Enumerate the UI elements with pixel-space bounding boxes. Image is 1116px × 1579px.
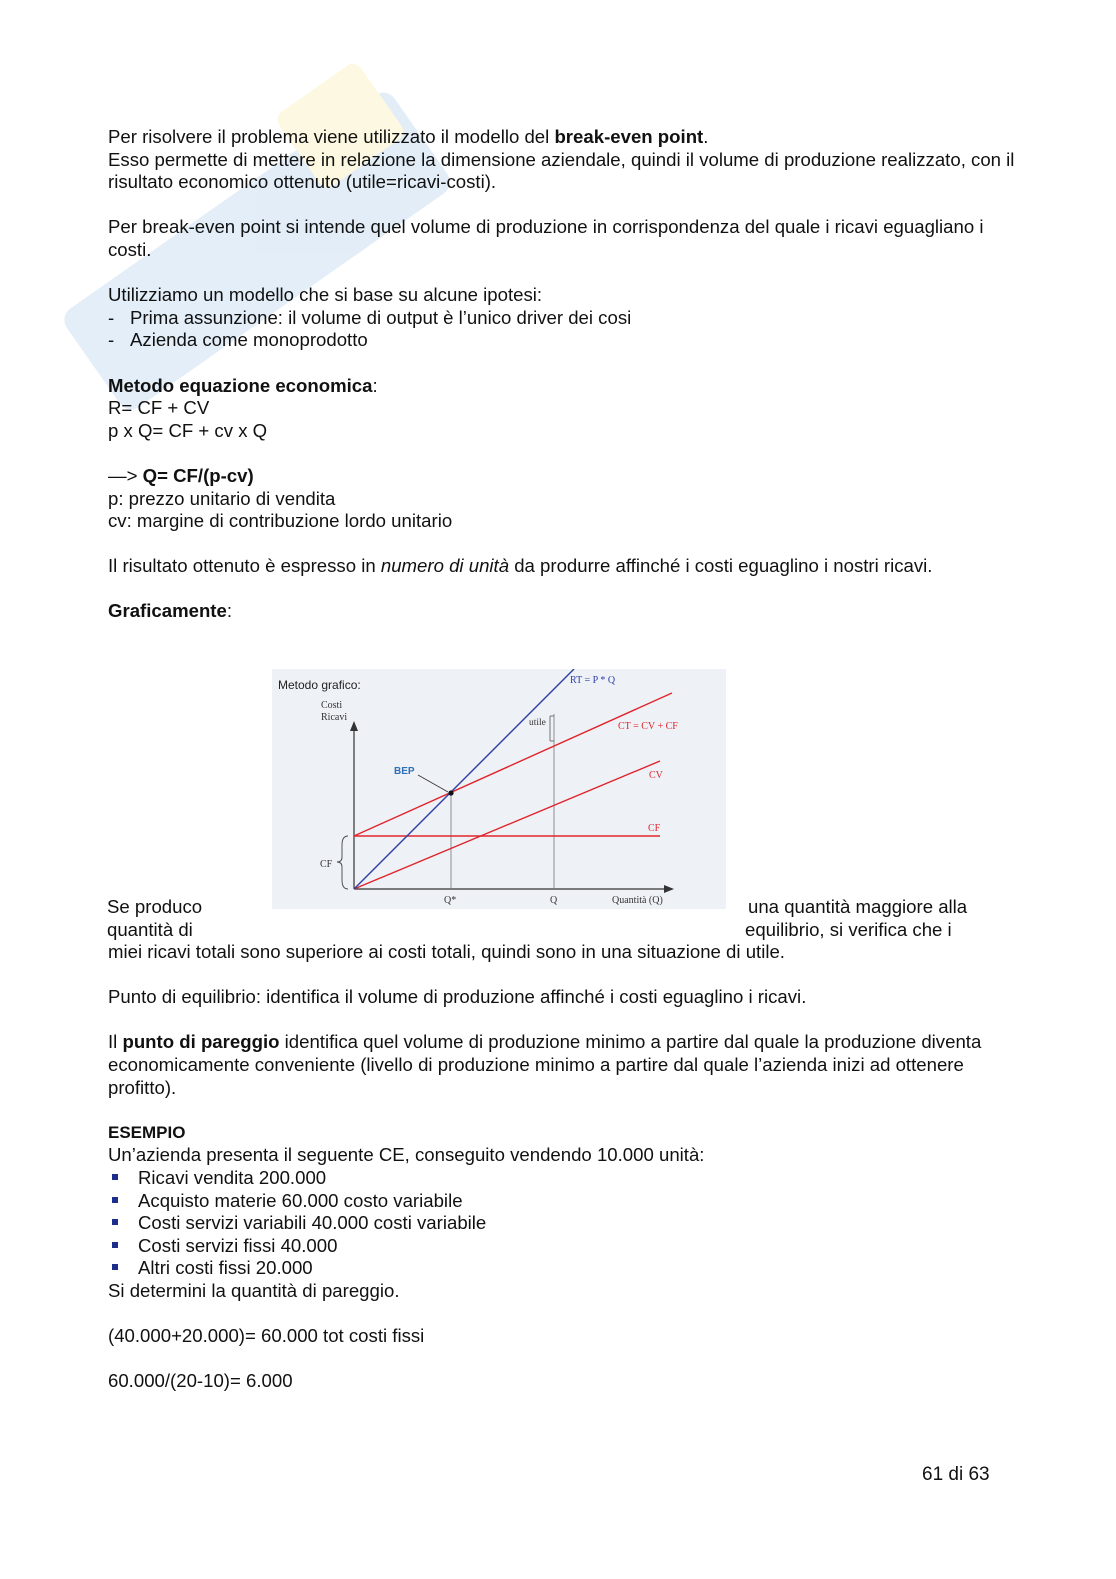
list-item: Costi servizi fissi 40.000 [108, 1235, 1028, 1258]
example-title: ESEMPIO [108, 1122, 186, 1142]
calc-break-even: 60.000/(20-10)= 6.000 [108, 1370, 293, 1392]
list-item: Altri costi fissi 20.000 [108, 1257, 1028, 1280]
break-even-chart [272, 669, 726, 909]
x-tick-qstar: Q* [444, 895, 457, 906]
equation-1: R= CF + CV [108, 397, 210, 419]
page-number: 61 di 63 [922, 1464, 990, 1485]
bep-point [448, 790, 453, 795]
hypotheses-title: Utilizziamo un modello che si base su alcune ipotesi: [108, 284, 543, 306]
bullet-square-icon [112, 1242, 118, 1248]
definition-p: p: prezzo unitario di vendita [108, 487, 336, 509]
list-item: Ricavi vendita 200.000 [108, 1167, 1028, 1190]
result-paragraph: Il risultato ottenuto è espresso in numero di unità da produrre affinché i costi eguaglino i nostri ricavi. [108, 555, 933, 577]
intro-line1: Per risolvere il problema viene utilizzato il modello del break-even point. [108, 126, 709, 147]
wrap-right-text: una quantità maggiore alla equilibrio, si verifica che i [745, 896, 968, 940]
y-axis-label-line2: Ricavi [321, 712, 348, 723]
example-question: Si determini la quantità di pareggio. [108, 1279, 400, 1301]
method-title: Metodo equazione economica: [108, 374, 378, 396]
series-cv-label: CV [649, 770, 663, 781]
bullet-square-icon [112, 1174, 118, 1180]
x-tick-q: Q [550, 895, 558, 906]
graph-heading: Graficamente: [108, 600, 233, 622]
list-item: Costi servizi variabili 40.000 costi variabile [108, 1212, 1028, 1235]
chart-title: Metodo grafico: [278, 678, 361, 692]
utile-paragraph-end: miei ricavi totali sono superiore ai costi totali, quindi sono in una situazione di utile. [108, 941, 785, 962]
intro-line2: Esso permette di mettere in relazione la dimensione aziendale, quindi il volume di produzione realizzato, con il risultato economico ottenuto (utile=ricavi-costi). [108, 148, 1015, 193]
equation-result: —> Q= CF/(p-cv) [108, 464, 254, 486]
series-rt-label: RT = P * Q [570, 675, 616, 686]
after-chart-content [108, 941, 1028, 1393]
definition-cv: cv: margine di contribuzione lordo unitario [108, 510, 453, 532]
equation-2: p x Q= CF + cv x Q [108, 419, 268, 441]
bullet-square-icon [112, 1197, 118, 1203]
definition-paragraph: Per break-even point si intende quel volume di produzione in corrispondenza del quale i ricavi eguagliano i costi. [108, 216, 984, 260]
calc-fixed-costs: (40.000+20.000)= 60.000 tot costi fissi [108, 1325, 425, 1347]
x-axis-label: Quantità (Q) [612, 895, 663, 906]
bullet-square-icon [112, 1264, 118, 1270]
series-cf-label: CF [648, 823, 661, 834]
list-item: - Prima assunzione: il volume di output è l’unico driver dei cosi [108, 307, 1028, 330]
list-item: Acquisto materie 60.000 costo variabile [108, 1190, 1028, 1213]
utile-label: utile [529, 718, 546, 728]
list-item: - Azienda come monoprodotto [108, 329, 1028, 352]
y-axis-label-line1: Costi [321, 700, 343, 711]
equilibrium-paragraph: Punto di equilibrio: identifica il volume di produzione affinché i costi eguaglino i ricavi. [108, 986, 807, 1008]
example-list [108, 1167, 1028, 1280]
wrap-left-text: Se produco quantità di [107, 896, 203, 940]
series-ct-label: CT = CV + CF [618, 721, 678, 732]
page-content [108, 126, 1028, 623]
cf-brace-label: CF [320, 859, 333, 870]
example-intro: Un’azienda presenta il seguente CE, conseguito vendendo 10.000 unità: [108, 1144, 705, 1166]
hypotheses-list [108, 307, 1028, 352]
bullet-square-icon [112, 1219, 118, 1225]
bep-label: BEP [394, 766, 415, 777]
pareggio-paragraph: Il punto di pareggio identifica quel volume di produzione minimo a partire dal quale la produzione diventa economicamente conveniente (livello di produzione minimo a partire dal quale l’azienda inizi ad ottenere profitto). [108, 1031, 982, 1098]
